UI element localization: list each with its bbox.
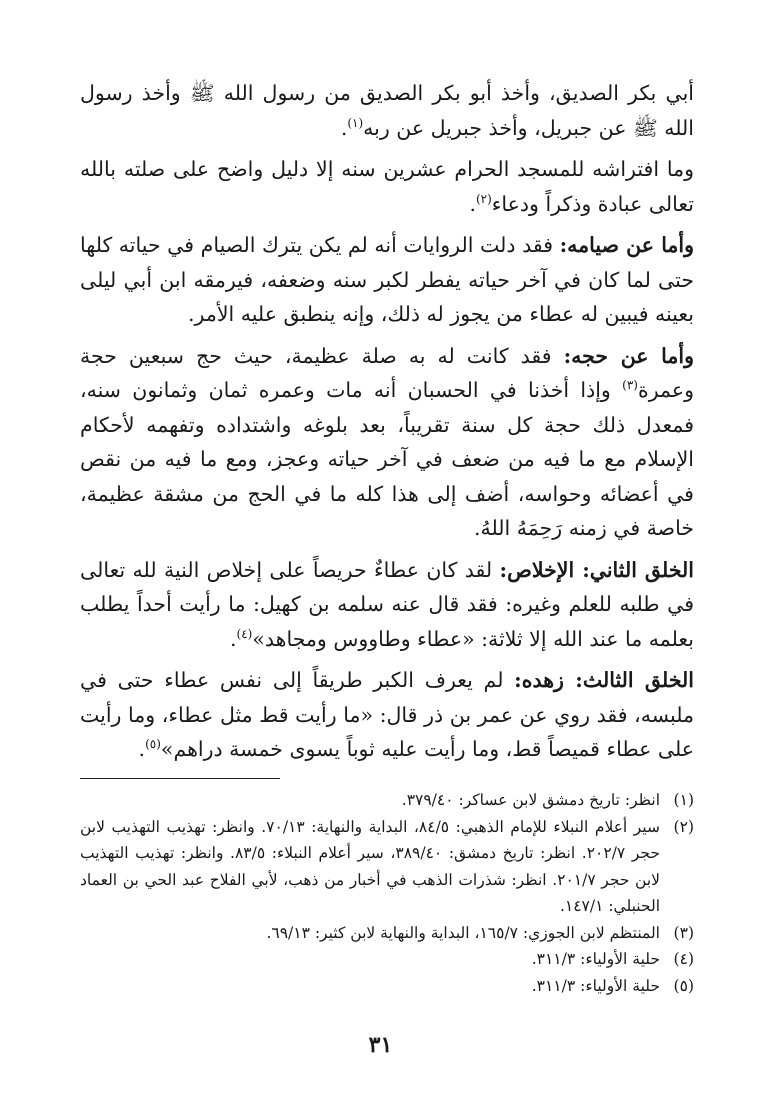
paragraph-end: . (340, 115, 348, 140)
paragraph-sincerity (80, 553, 694, 657)
footnote-4 (80, 946, 694, 973)
footnotes (80, 787, 694, 999)
paragraph-end: . (138, 737, 146, 761)
paragraph-text: لقد كان عطاءٌ حريصاً على إخلاص النية لله تعالى في طلبه للعلم وغيره: فقد قال عنه سلمه بن كهيل: ما رأيت أحداً يطلب بعلمه ما عند الله إلا ثلاثة: «عطاء وطاووس ومجاهد» (80, 557, 694, 651)
paragraph-asceticism (80, 663, 694, 767)
footnote-ref-3: (٣) (622, 378, 638, 393)
footnote-number: (٢) (673, 817, 694, 836)
footnote-number: (١) (673, 791, 694, 809)
footnote-divider (80, 778, 280, 779)
footnote-number: (٣) (673, 923, 694, 942)
paragraph-2 (80, 152, 694, 221)
footnote-text: المنتظم لابن الجوزي: ١٦٥/٧، البداية والنهاية لابن كثير: ٦٩/١٣. (266, 923, 660, 942)
paragraph-end: . (229, 626, 237, 651)
footnote-3 (80, 920, 694, 947)
paragraph-text: فقد دلت الروايات أنه لم يكن يترك الصيام في حياته كلها حتى لما كان في آخر حياته يفطر لكبر سنه وضعفه، فيرمقه ابن أبي ليلى بعينه فيبين له عطاء من يجوز له ذلك، وإنه ينطبق عليه الأمر. (80, 233, 694, 326)
paragraph-text: أبي بكر الصديق، وأخذ أبو بكر الصديق من رسول الله ﷺ وأخذ رسول الله ﷺ عن جبريل، وأخذ جبريل عن ربه (80, 81, 694, 140)
paragraph-fasting (80, 228, 694, 332)
footnote-5 (80, 973, 694, 1000)
footnote-number: (٥) (673, 976, 694, 995)
footnote-text: حلية الأولياء: ٣١١/٣. (531, 950, 660, 968)
paragraph-text: وإذا أخذنا في الحسبان أنه مات وعمره ثمان وثمانون سنه، فمعدل ذلك حجة كل سنة تقريباً، بعد بلوغه واشتداده وتفهمه لأحكام الإسلام مع ما فيه من ضعف في آخر حياته وعجز، ومع ما فيه من نقص في أعضائه وحواسه، أضف إلى هذا كله ما في الحج من مشقة عظيمة، خاصة في زمنه رَحِمَهُ اللهُ. (80, 378, 694, 540)
footnote-ref-4: (٤) (236, 626, 253, 641)
main-text (80, 76, 694, 774)
paragraph-text: لم يعرف الكبر طريقاً إلى نفس عطاء حتى في ملبسه، فقد روي عن عمر بن ذر قال: «ما رأيت قط مثل عطاء، وما رأيت على عطاء قميصاً قط، وما رأيت عليه ثوباً يسوى خمسة دراهم» (80, 668, 694, 761)
footnote-ref-2: (٢) (475, 191, 492, 206)
paragraph-text: وما افتراشه للمسجد الحرام عشرين سنه إلا دليل واضح على صلته بالله تعالى عبادة وذكراً ودعاء (80, 157, 694, 216)
footnote-number: (٤) (673, 950, 694, 968)
section-lead: الخلق الثاني: الإخلاص: (499, 557, 694, 582)
footnote-text: حلية الأولياء: ٣١١/٣. (531, 976, 660, 995)
paragraph-hajj (80, 339, 694, 546)
page-number: ٣١ (368, 1032, 393, 1058)
paragraph-end: . (469, 191, 476, 216)
footnote-text: سير أعلام النبلاء للإمام الذهبي: ٨٤/٥، البداية والنهاية: ٧٠/١٣. وانظر: تهذيب التهذيب لابن حجر ٢٠٢/٧. انظر: تاريخ دمشق: ٣٨٩/٤٠، سير أعلام النبلاء: ٨٣/٥. وانظر: تهذيب التهذيب لابن حجر ٢٠١/٧. انظر: شذرات الذهب في أخبار من ذهب، لأبي الفلاح عبد الحي بن العماد الحنبلي: ١٤٧/١. (80, 817, 660, 915)
paragraph-text: فقد كانت له به صلة عظيمة، حيث حج سبعين حجة وعمرة (80, 343, 694, 402)
footnote-ref-5: (٥) (145, 737, 161, 752)
section-lead: وأما عن صيامه: (559, 233, 695, 257)
paragraph-1 (80, 76, 694, 145)
section-lead: الخلق الثالث: زهده: (514, 668, 694, 692)
footnote-2 (80, 814, 694, 920)
footnote-ref-1: (١) (347, 115, 364, 130)
footnote-text: انظر: تاريخ دمشق لابن عساكر: ٣٧٩/٤٠. (401, 791, 660, 809)
footnote-1 (80, 787, 694, 814)
section-lead: وأما عن حجه: (563, 343, 694, 368)
